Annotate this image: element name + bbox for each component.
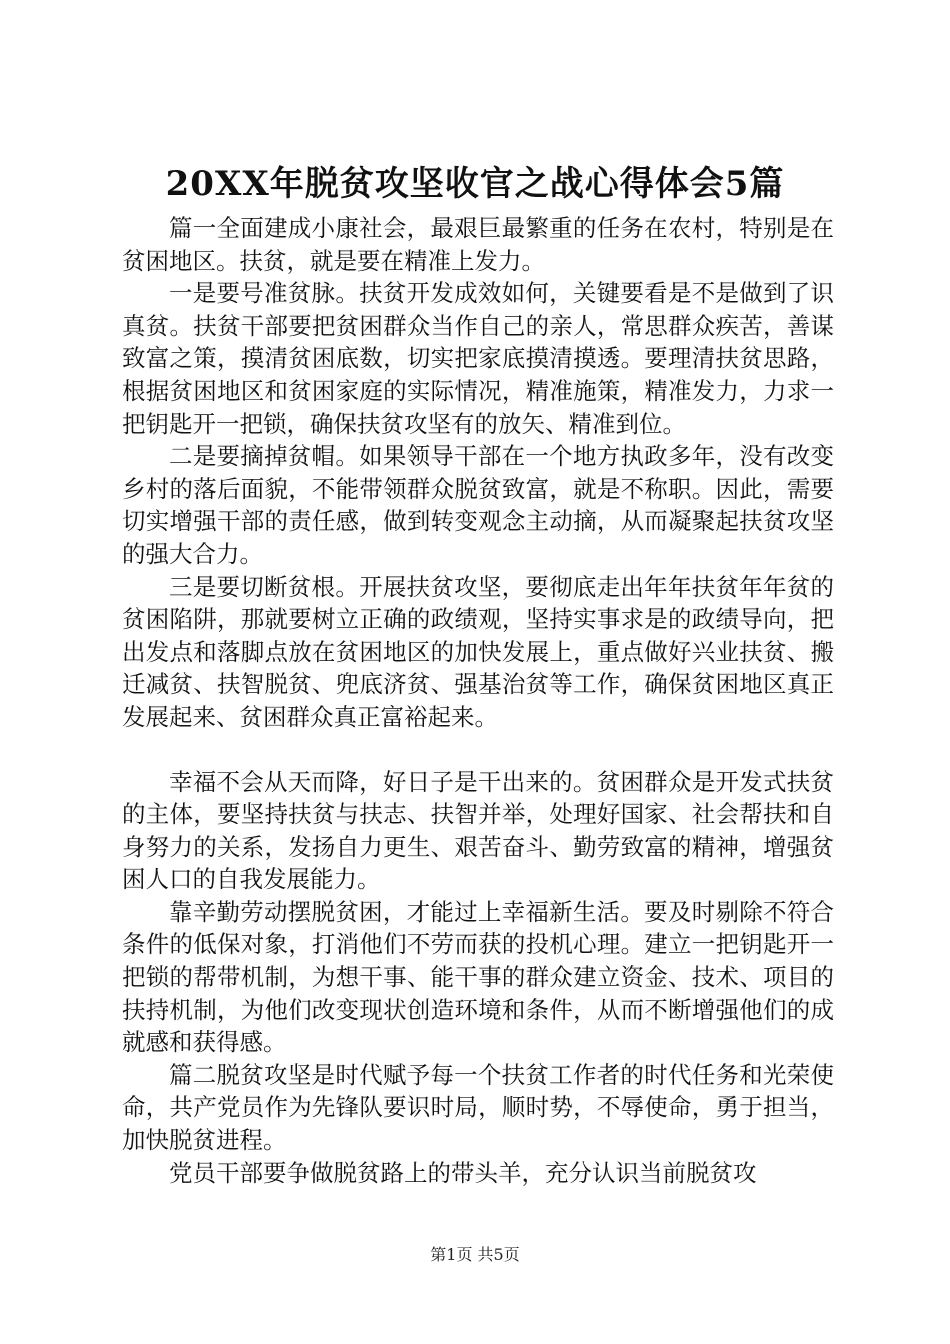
paragraph-gap: [122, 734, 834, 766]
document-title: 20XX年脱贫攻坚收官之战心得体会5篇: [165, 164, 785, 204]
paragraph-1: 篇一全面建成小康社会，最艰巨最繁重的任务在农村，特别是在贫困地区。扶贫，就是要在精准上发力。: [122, 214, 834, 275]
document-body: [122, 212, 834, 1189]
paragraph-4: 三是要切断贫根。开展扶贫攻坚，要彻底走出年年扶贫年年贫的贫困陷阱，那就要树立正确的政绩观，坚持实事求是的政绩导向，把出发点和落脚点放在贫困地区的加快发展上，重点做好兴业扶贫、搬迁减贫、扶智脱贫、兜底济贫、强基治贫等工作，确保贫困地区真正发展起来、贫困群众真正富裕起来。: [122, 572, 834, 731]
paragraph-3: 二是要摘掉贫帽。如果领导干部在一个地方执政多年，没有改变乡村的落后面貌，不能带领群众脱贫致富，就是不称职。因此，需要切实增强干部的责任感，做到转变观念主动摘，从而凝聚起扶贫攻坚的强大合力。: [122, 442, 834, 568]
paragraph-2: 一是要号准贫脉。扶贫开发成效如何，关键要看是不是做到了识真贫。扶贫干部要把贫困群众当作自己的亲人，常思群众疾苦，善谋致富之策，摸清贫困底数，切实把家底摸清摸透。要理清扶贫思路，根据贫困地区和贫困家庭的实际情况，精准施策，精准发力，力求一把钥匙开一把锁，确保扶贫攻坚有的放矢、精准到位。: [122, 279, 834, 438]
paragraph-8: 党员干部要争做脱贫路上的带头羊，充分认识当前脱贫攻: [169, 1158, 757, 1187]
paragraph-7: 篇二脱贫攻坚是时代赋予每一个扶贫工作者的时代任务和光荣使命，共产党员作为先锋队要识时局，顺时势，不辱使命，勇于担当，加快脱贫进程。: [122, 1060, 834, 1155]
paragraph-6: 靠辛勤劳动摆脱贫困，才能过上幸福新生活。要及时剔除不符合条件的低保对象，打消他们不劳而获的投机心理。建立一把钥匙开一把锁的帮带机制，为想干事、能干事的群众建立资金、技术、项目的扶持机制，为他们改变现状创造环境和条件，从而不断增强他们的成就感和获得感。: [122, 897, 834, 1057]
paragraph-5: 幸福不会从天而降，好日子是干出来的。贫困群众是开发式扶贫的主体，要坚持扶贫与扶志、扶智并举，处理好国家、社会帮扶和自身努力的关系，发扬自力更生、艰苦奋斗、勤劳致富的精神，增强贫困人口的自我发展能力。: [122, 767, 834, 894]
page-footer: 第1页 共5页: [430, 1245, 520, 1264]
